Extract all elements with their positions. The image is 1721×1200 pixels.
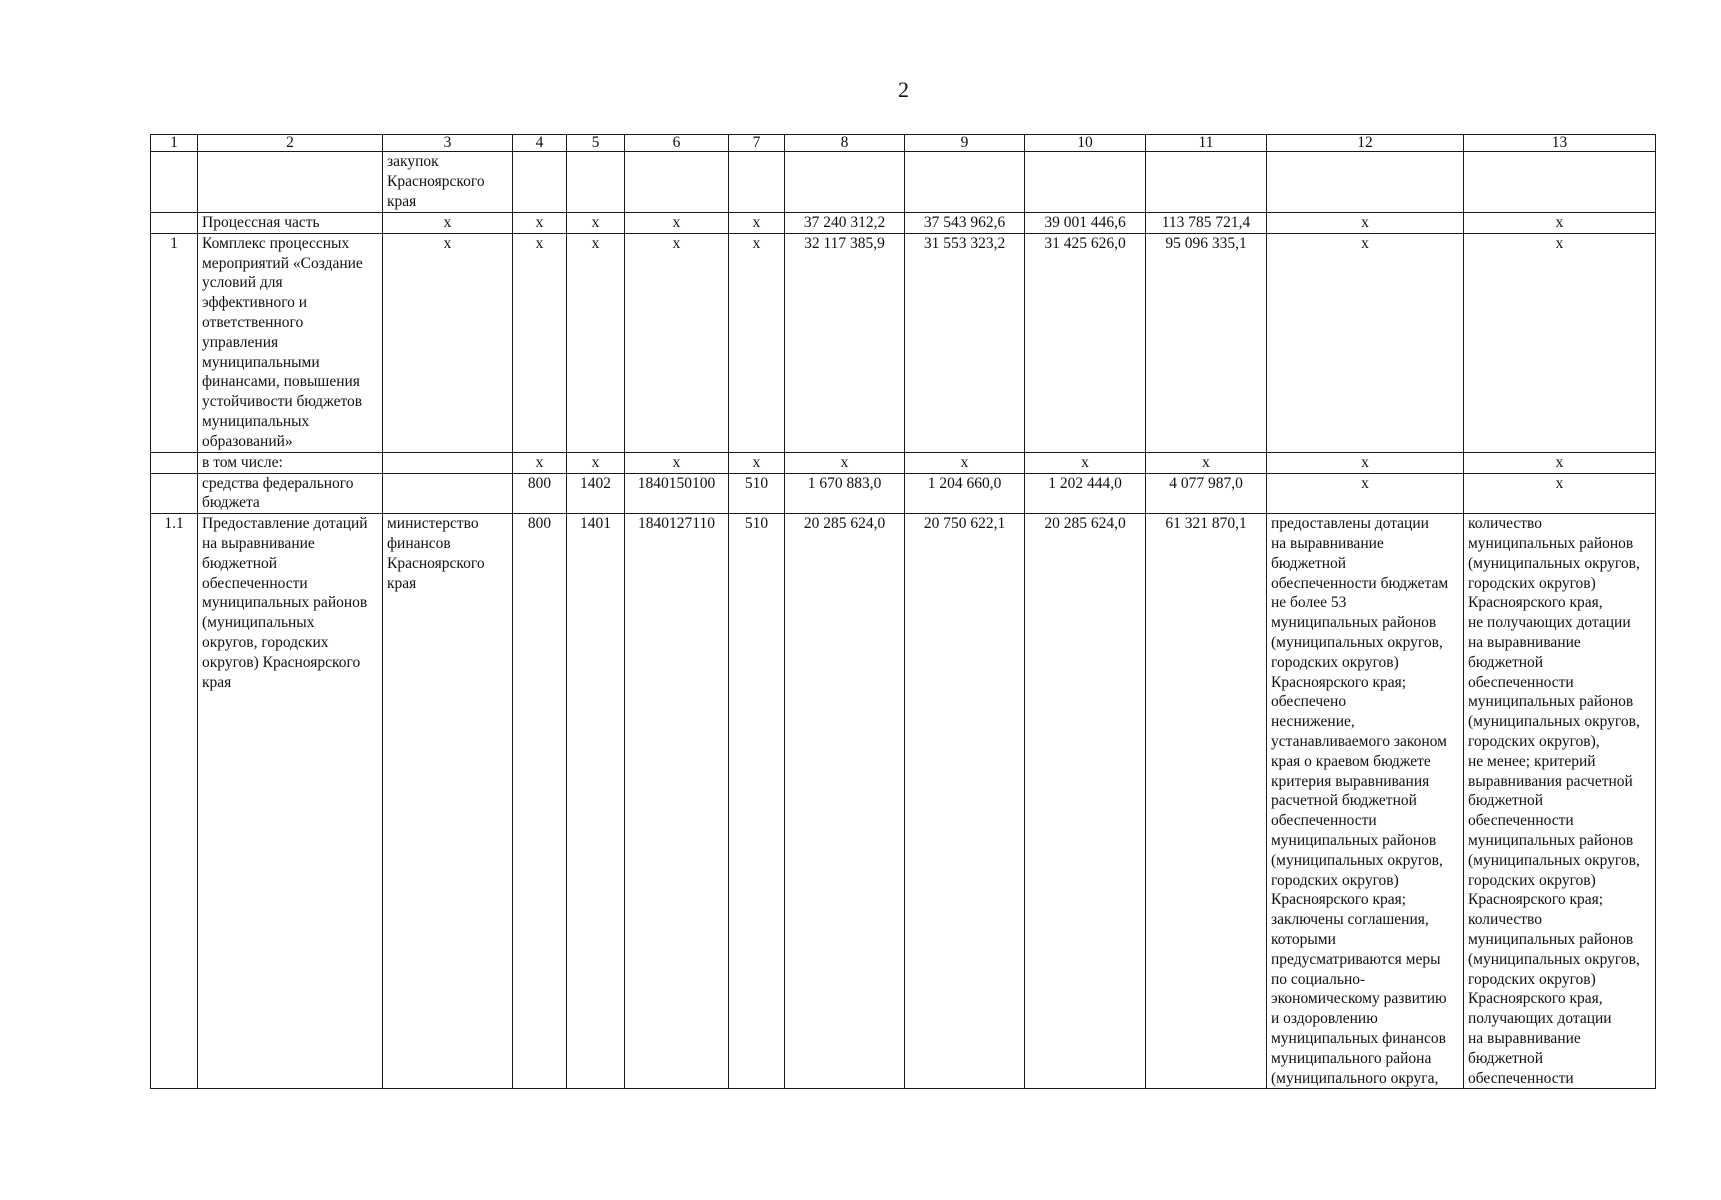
expected-result [1267,152,1464,213]
expense-type-code: х [729,452,785,473]
executor [383,452,513,473]
section-code: х [567,452,625,473]
item-name: Предоставление дотаций на выравнивание бюджетной обеспеченности муниципальных районов (муниципальных округов, городских округов) Красноярского края [198,514,383,1089]
amount-year-3: 31 425 626,0 [1025,233,1146,452]
section-code: 1401 [567,514,625,1089]
amount-year-3: 20 285 624,0 [1025,514,1146,1089]
item-name [198,152,383,213]
indicator: количество муниципальных районов (муниципальных округов, городских округов) Красноярского края, не получающих дотации на выравнивание бюджетной обеспеченности муниципальных районов (муниципальных округов, городских округов), не менее; критерий выравнивания расчетной бюджетной обеспеченности муниципальных районов (муниципальных округов, городских округов) Красноярского края; количество муниципальных районов (муниципальных округов, городских округов) Красноярского края, получающих дотации на выравнивание бюджетной обеспеченности [1464,514,1656,1089]
row-number [151,213,198,234]
target-code [625,152,729,213]
column-number: 13 [1464,135,1656,152]
section-code: х [567,213,625,234]
column-number: 3 [383,135,513,152]
table-row [151,473,1656,514]
grbs-code: х [513,213,567,234]
executor [383,473,513,514]
row-number [151,452,198,473]
executor: х [383,213,513,234]
item-name: Комплекс процессных мероприятий «Создание условий для эффективного и ответственного управления муниципальными финансами, повышения устойчивости бюджетов муниципальных образований» [198,233,383,452]
column-number-row [151,135,1656,152]
amount-year-2 [905,152,1025,213]
row-number: 1 [151,233,198,452]
table-row [151,152,1656,213]
amount-year-1: 32 117 385,9 [785,233,905,452]
column-number: 10 [1025,135,1146,152]
grbs-code: 800 [513,473,567,514]
expense-type-code: х [729,233,785,452]
indicator [1464,152,1656,213]
indicator: х [1464,452,1656,473]
page-number: 2 [898,77,909,102]
table-row [151,233,1656,452]
grbs-code: х [513,233,567,452]
expected-result: х [1267,213,1464,234]
amount-year-2: 37 543 962,6 [905,213,1025,234]
row-number [151,152,198,213]
amount-year-2: 1 204 660,0 [905,473,1025,514]
section-code: 1402 [567,473,625,514]
column-number: 2 [198,135,383,152]
row-number: 1.1 [151,514,198,1089]
indicator: х [1464,233,1656,452]
table-row [151,213,1656,234]
table-row [151,514,1656,1089]
budget-table [150,134,1656,1089]
amount-year-1 [785,152,905,213]
expected-result: х [1267,452,1464,473]
indicator: х [1464,473,1656,514]
amount-total: 4 077 987,0 [1146,473,1267,514]
expense-type-code: х [729,213,785,234]
column-number: 6 [625,135,729,152]
column-number: 5 [567,135,625,152]
indicator: х [1464,213,1656,234]
amount-total: 61 321 870,1 [1146,514,1267,1089]
expected-result: х [1267,233,1464,452]
amount-year-3: х [1025,452,1146,473]
amount-year-1: 37 240 312,2 [785,213,905,234]
table-row [151,452,1656,473]
amount-year-3 [1025,152,1146,213]
amount-total: х [1146,452,1267,473]
executor: министерство финансов Красноярского края [383,514,513,1089]
grbs-code: х [513,452,567,473]
amount-total: 113 785 721,4 [1146,213,1267,234]
expense-type-code: 510 [729,473,785,514]
amount-year-3: 39 001 446,6 [1025,213,1146,234]
amount-year-2: х [905,452,1025,473]
item-name: средства федерального бюджета [198,473,383,514]
executor: закупок Красноярского края [383,152,513,213]
amount-year-1: 1 670 883,0 [785,473,905,514]
amount-year-1: 20 285 624,0 [785,514,905,1089]
expected-result: предоставлены дотации на выравнивание бюджетной обеспеченности бюджетам не более 53 муниципальных районов (муниципальных округов, городских округов) Красноярского края; обеспечено неснижение, устанавливаемого законом края о краевом бюджете критерия выравнивания расчетной бюджетной обеспеченности муниципальных районов (муниципальных округов, городских округов) Красноярского края; заключены соглашения, которыми предусматриваются меры по социально- экономическому развитию и оздоровлению муниципальных финансов муниципального района (муниципального округа, [1267,514,1464,1089]
executor: х [383,233,513,452]
amount-year-3: 1 202 444,0 [1025,473,1146,514]
amount-year-2: 20 750 622,1 [905,514,1025,1089]
item-name: в том числе: [198,452,383,473]
column-number: 11 [1146,135,1267,152]
target-code: 1840127110 [625,514,729,1089]
section-code: х [567,233,625,452]
row-number [151,473,198,514]
column-number: 12 [1267,135,1464,152]
target-code: х [625,452,729,473]
column-number: 1 [151,135,198,152]
expected-result: х [1267,473,1464,514]
column-number: 9 [905,135,1025,152]
amount-year-2: 31 553 323,2 [905,233,1025,452]
grbs-code: 800 [513,514,567,1089]
amount-year-1: х [785,452,905,473]
target-code: 1840150100 [625,473,729,514]
column-number: 7 [729,135,785,152]
section-code [567,152,625,213]
amount-total: 95 096 335,1 [1146,233,1267,452]
column-number: 8 [785,135,905,152]
target-code: х [625,233,729,452]
target-code: х [625,213,729,234]
column-number: 4 [513,135,567,152]
expense-type-code: 510 [729,514,785,1089]
item-name: Процессная часть [198,213,383,234]
grbs-code [513,152,567,213]
amount-total [1146,152,1267,213]
expense-type-code [729,152,785,213]
